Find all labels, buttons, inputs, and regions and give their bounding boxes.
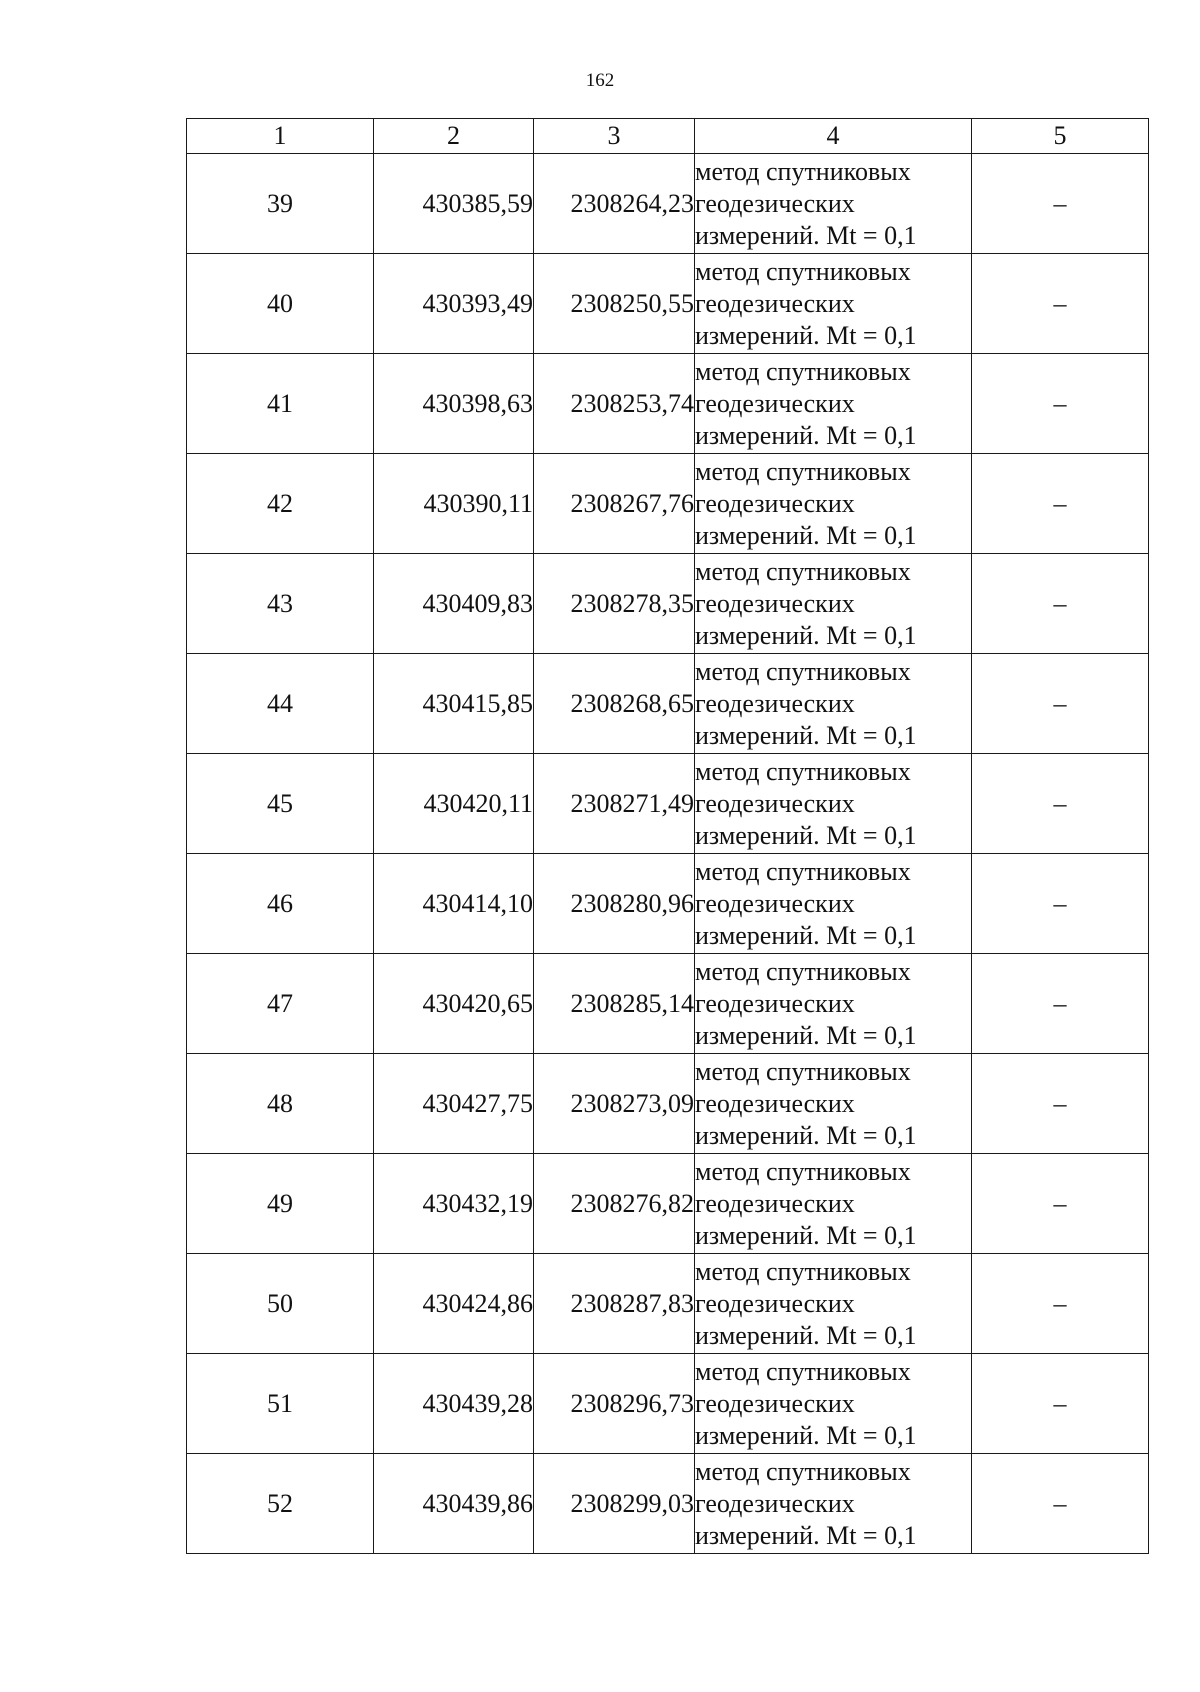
- x-coordinate-cell: 430414,10: [374, 854, 534, 954]
- note-cell: –: [972, 854, 1149, 954]
- method-text-line: метод спутниковых: [695, 556, 911, 586]
- point-number-cell: 42: [187, 454, 374, 554]
- method-text-line: геодезических: [695, 388, 855, 418]
- method-text-line: измерений. Mt = 0,1: [695, 1220, 917, 1250]
- x-coordinate-cell: 430420,65: [374, 954, 534, 1054]
- point-number-cell: 49: [187, 1154, 374, 1254]
- point-number-cell: 45: [187, 754, 374, 854]
- x-coordinate-cell: 430427,75: [374, 1054, 534, 1154]
- x-coordinate-cell: 430420,11: [374, 754, 534, 854]
- method-text-line: метод спутниковых: [695, 356, 911, 386]
- x-coordinate-cell: 430393,49: [374, 254, 534, 354]
- y-coordinate-cell: 2308250,55: [534, 254, 695, 354]
- method-text-line: геодезических: [695, 888, 855, 918]
- method-cell: [695, 1354, 972, 1454]
- method-text-line: измерений. Mt = 0,1: [695, 920, 917, 950]
- table-row: [187, 1054, 1149, 1154]
- note-cell: –: [972, 754, 1149, 854]
- table-row: [187, 654, 1149, 754]
- point-number-cell: 43: [187, 554, 374, 654]
- method-cell: [695, 1054, 972, 1154]
- table-row: [187, 1454, 1149, 1554]
- method-text-line: метод спутниковых: [695, 1056, 911, 1086]
- note-cell: –: [972, 254, 1149, 354]
- table-body: [187, 154, 1149, 1554]
- method-text-line: метод спутниковых: [695, 1256, 911, 1286]
- x-coordinate-cell: 430385,59: [374, 154, 534, 254]
- table-row: [187, 354, 1149, 454]
- y-coordinate-cell: 2308273,09: [534, 1054, 695, 1154]
- method-text-line: измерений. Mt = 0,1: [695, 420, 917, 450]
- method-text-line: метод спутниковых: [695, 256, 911, 286]
- method-cell: [695, 154, 972, 254]
- table-row: [187, 754, 1149, 854]
- note-cell: –: [972, 654, 1149, 754]
- column-header-2: 2: [374, 119, 534, 154]
- y-coordinate-cell: 2308271,49: [534, 754, 695, 854]
- table-row: [187, 1354, 1149, 1454]
- method-text-line: геодезических: [695, 1288, 855, 1318]
- x-coordinate-cell: 430398,63: [374, 354, 534, 454]
- point-number-cell: 40: [187, 254, 374, 354]
- method-cell: [695, 954, 972, 1054]
- method-text-line: измерений. Mt = 0,1: [695, 820, 917, 850]
- note-cell: –: [972, 1254, 1149, 1354]
- table-row: [187, 254, 1149, 354]
- method-text-line: геодезических: [695, 1088, 855, 1118]
- note-cell: –: [972, 154, 1149, 254]
- column-header-4: 4: [695, 119, 972, 154]
- y-coordinate-cell: 2308278,35: [534, 554, 695, 654]
- table-row: [187, 1254, 1149, 1354]
- method-text-line: геодезических: [695, 1488, 855, 1518]
- coordinates-table: [186, 118, 1149, 1554]
- method-text-line: измерений. Mt = 0,1: [695, 1520, 917, 1550]
- y-coordinate-cell: 2308280,96: [534, 854, 695, 954]
- method-text-line: геодезических: [695, 788, 855, 818]
- method-text-line: геодезических: [695, 688, 855, 718]
- note-cell: –: [972, 554, 1149, 654]
- y-coordinate-cell: 2308287,83: [534, 1254, 695, 1354]
- method-text-line: метод спутниковых: [695, 1156, 911, 1186]
- method-text-line: метод спутниковых: [695, 156, 911, 186]
- note-cell: –: [972, 1454, 1149, 1554]
- x-coordinate-cell: 430432,19: [374, 1154, 534, 1254]
- method-text-line: геодезических: [695, 288, 855, 318]
- method-text-line: геодезических: [695, 988, 855, 1018]
- point-number-cell: 39: [187, 154, 374, 254]
- column-header-5: 5: [972, 119, 1149, 154]
- page-number: 162: [585, 70, 615, 91]
- method-text-line: метод спутниковых: [695, 856, 911, 886]
- y-coordinate-cell: 2308268,65: [534, 654, 695, 754]
- method-cell: [695, 1454, 972, 1554]
- table-header-row: [187, 119, 1149, 154]
- method-text-line: геодезических: [695, 1188, 855, 1218]
- method-text-line: измерений. Mt = 0,1: [695, 220, 917, 250]
- x-coordinate-cell: 430424,86: [374, 1254, 534, 1354]
- method-text-line: геодезических: [695, 1388, 855, 1418]
- method-text-line: геодезических: [695, 588, 855, 618]
- x-coordinate-cell: 430439,28: [374, 1354, 534, 1454]
- note-cell: –: [972, 1054, 1149, 1154]
- method-text-line: метод спутниковых: [695, 956, 911, 986]
- point-number-cell: 48: [187, 1054, 374, 1154]
- note-cell: –: [972, 954, 1149, 1054]
- method-cell: [695, 354, 972, 454]
- table-row: [187, 554, 1149, 654]
- note-cell: –: [972, 454, 1149, 554]
- method-text-line: метод спутниковых: [695, 456, 911, 486]
- table-row: [187, 154, 1149, 254]
- method-text-line: измерений. Mt = 0,1: [695, 320, 917, 350]
- point-number-cell: 52: [187, 1454, 374, 1554]
- method-text-line: метод спутниковых: [695, 756, 911, 786]
- note-cell: –: [972, 1354, 1149, 1454]
- point-number-cell: 51: [187, 1354, 374, 1454]
- y-coordinate-cell: 2308253,74: [534, 354, 695, 454]
- y-coordinate-cell: 2308296,73: [534, 1354, 695, 1454]
- x-coordinate-cell: 430439,86: [374, 1454, 534, 1554]
- method-text-line: измерений. Mt = 0,1: [695, 1020, 917, 1050]
- method-text-line: геодезических: [695, 488, 855, 518]
- point-number-cell: 44: [187, 654, 374, 754]
- method-cell: [695, 554, 972, 654]
- y-coordinate-cell: 2308264,23: [534, 154, 695, 254]
- point-number-cell: 41: [187, 354, 374, 454]
- method-text-line: метод спутниковых: [695, 1356, 911, 1386]
- method-text-line: измерений. Mt = 0,1: [695, 520, 917, 550]
- x-coordinate-cell: 430409,83: [374, 554, 534, 654]
- method-text-line: измерений. Mt = 0,1: [695, 720, 917, 750]
- y-coordinate-cell: 2308285,14: [534, 954, 695, 1054]
- method-text-line: измерений. Mt = 0,1: [695, 1120, 917, 1150]
- method-text-line: измерений. Mt = 0,1: [695, 1420, 917, 1450]
- table-row: [187, 854, 1149, 954]
- method-text-line: измерений. Mt = 0,1: [695, 1320, 917, 1350]
- note-cell: –: [972, 1154, 1149, 1254]
- column-header-1: 1: [187, 119, 374, 154]
- method-text-line: геодезических: [695, 188, 855, 218]
- y-coordinate-cell: 2308299,03: [534, 1454, 695, 1554]
- method-cell: [695, 1254, 972, 1354]
- table-row: [187, 1154, 1149, 1254]
- x-coordinate-cell: 430390,11: [374, 454, 534, 554]
- method-text-line: метод спутниковых: [695, 656, 911, 686]
- method-cell: [695, 754, 972, 854]
- x-coordinate-cell: 430415,85: [374, 654, 534, 754]
- method-text-line: измерений. Mt = 0,1: [695, 620, 917, 650]
- point-number-cell: 47: [187, 954, 374, 1054]
- method-text-line: метод спутниковых: [695, 1456, 911, 1486]
- point-number-cell: 50: [187, 1254, 374, 1354]
- method-cell: [695, 454, 972, 554]
- table-row: [187, 454, 1149, 554]
- method-cell: [695, 854, 972, 954]
- method-cell: [695, 254, 972, 354]
- point-number-cell: 46: [187, 854, 374, 954]
- method-cell: [695, 654, 972, 754]
- y-coordinate-cell: 2308276,82: [534, 1154, 695, 1254]
- column-header-3: 3: [534, 119, 695, 154]
- table-row: [187, 954, 1149, 1054]
- y-coordinate-cell: 2308267,76: [534, 454, 695, 554]
- method-cell: [695, 1154, 972, 1254]
- note-cell: –: [972, 354, 1149, 454]
